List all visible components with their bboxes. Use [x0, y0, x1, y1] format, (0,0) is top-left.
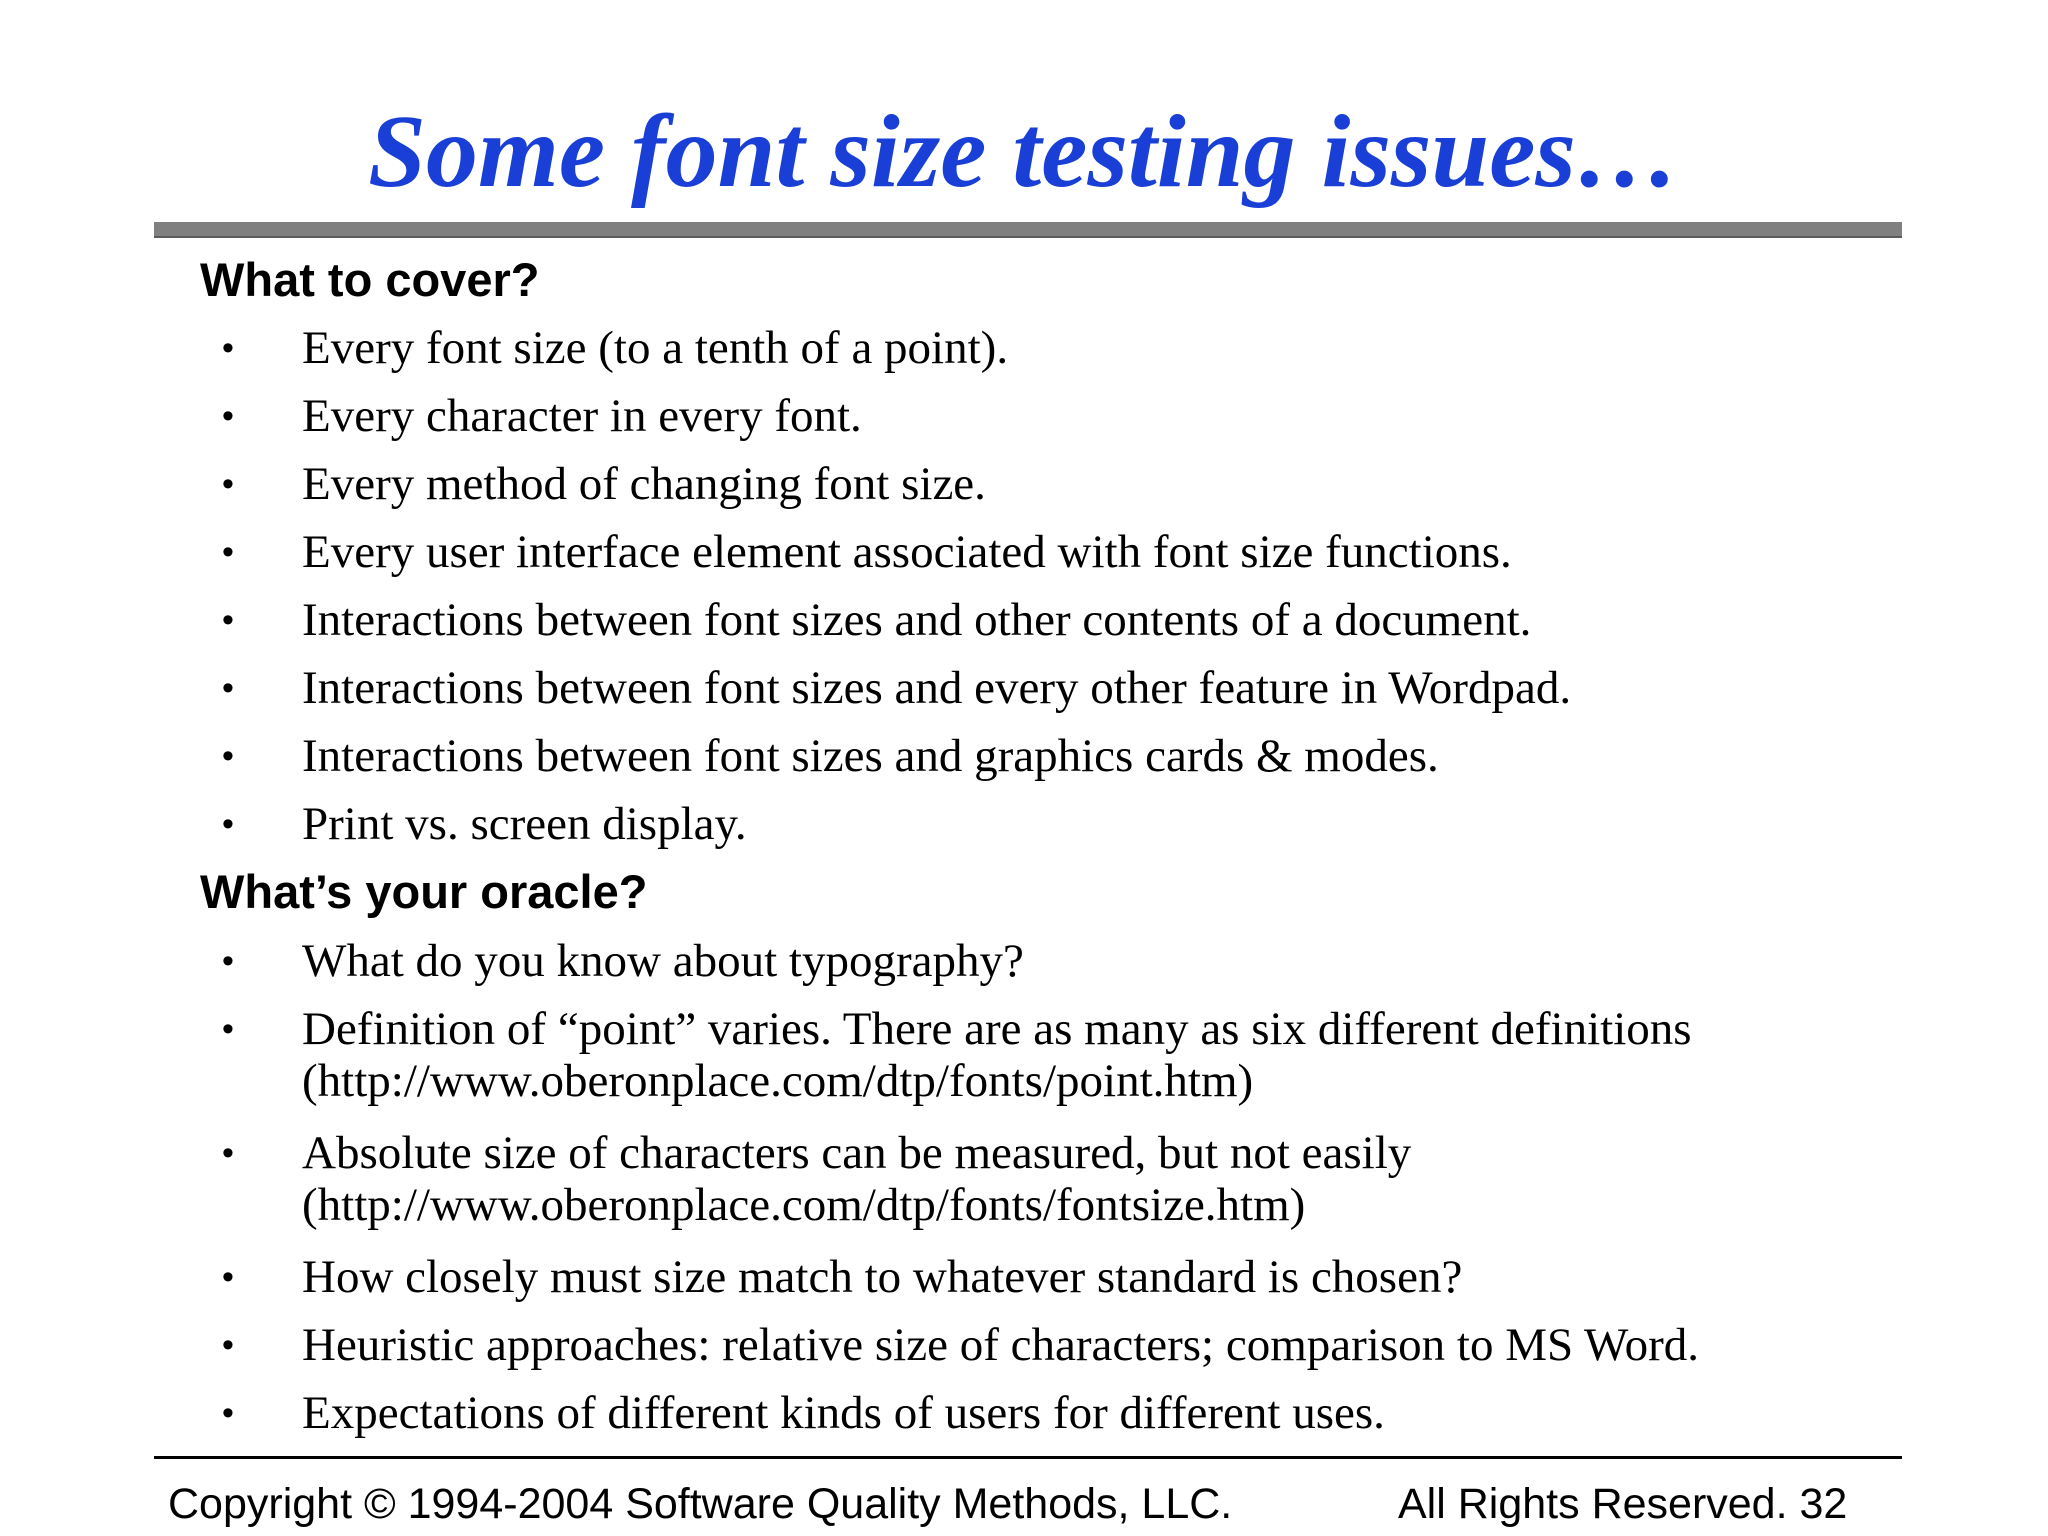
- list-item: [0, 1003, 1922, 1127]
- bullet-icon: •: [222, 465, 234, 503]
- bullet-text: Absolute size of characters can be measured, but not easily: [302, 1127, 1412, 1179]
- bullet-text: Print vs. screen display.: [302, 798, 747, 850]
- bullet-icon: •: [222, 737, 234, 775]
- section-heading-whats-your-oracle: What’s your oracle?: [200, 865, 648, 918]
- slide-title: Some font size testing issues…: [368, 94, 1680, 209]
- bullet-text: How closely must size match to whatever standard is chosen?: [302, 1251, 1463, 1303]
- list-item: [0, 390, 1922, 458]
- bullet-text: Interactions between font sizes and graphics cards & modes.: [302, 730, 1439, 782]
- list-item: [0, 662, 1922, 730]
- list-item: [0, 798, 1922, 866]
- list-item: [0, 1127, 1922, 1251]
- list-item: [0, 1251, 1922, 1319]
- bullet-icon: •: [222, 601, 234, 639]
- bullet-icon: •: [222, 329, 234, 367]
- list-item: [0, 526, 1922, 594]
- list-item: [0, 1319, 1922, 1387]
- bullet-icon: •: [222, 533, 234, 571]
- list-item: [0, 1387, 1922, 1455]
- bullet-icon: •: [222, 397, 234, 435]
- section-heading-what-to-cover: What to cover?: [200, 253, 540, 306]
- bullet-list-what-to-cover: [0, 322, 2048, 866]
- reference-url: (http://www.oberonplace.com/dtp/fonts/fontsize.htm): [302, 1179, 1306, 1231]
- bullet-text: Definition of “point” varies. There are as many as six different definitions: [302, 1003, 1692, 1055]
- bullet-text: Every character in every font.: [302, 390, 862, 442]
- list-item: [0, 935, 1922, 1003]
- list-item: [0, 730, 1922, 798]
- footer-divider: [154, 1456, 1902, 1459]
- bullet-text: Interactions between font sizes and other contents of a document.: [302, 594, 1532, 646]
- bullet-list-whats-your-oracle: [0, 935, 2048, 1455]
- bullet-icon: •: [222, 1394, 234, 1432]
- bullet-icon: •: [222, 1326, 234, 1364]
- bullet-text: Every font size (to a tenth of a point).: [302, 322, 1009, 374]
- bullet-text: Every user interface element associated with font size functions.: [302, 526, 1512, 578]
- bullet-icon: •: [222, 805, 234, 843]
- list-item: [0, 322, 1922, 390]
- bullet-icon: •: [222, 1258, 234, 1296]
- bullet-icon: •: [222, 669, 234, 707]
- bullet-text: Heuristic approaches: relative size of characters; comparison to MS Word.: [302, 1319, 1700, 1371]
- bullet-icon: •: [222, 1010, 234, 1048]
- title-divider: [154, 222, 1902, 236]
- footer-rights-page-number: All Rights Reserved. 32: [1398, 1480, 1848, 1528]
- list-item: [0, 594, 1922, 662]
- bullet-text: Every method of changing font size.: [302, 458, 986, 510]
- reference-url: (http://www.oberonplace.com/dtp/fonts/point.htm): [302, 1055, 1254, 1107]
- bullet-text: What do you know about typography?: [302, 935, 1024, 987]
- list-item: [0, 458, 1922, 526]
- bullet-text: Interactions between font sizes and every other feature in Wordpad.: [302, 662, 1572, 714]
- bullet-text: Expectations of different kinds of users for different uses.: [302, 1387, 1385, 1439]
- bullet-icon: •: [222, 1134, 234, 1172]
- footer-copyright: Copyright © 1994-2004 Software Quality Methods, LLC.: [168, 1480, 1233, 1528]
- bullet-icon: •: [222, 942, 234, 980]
